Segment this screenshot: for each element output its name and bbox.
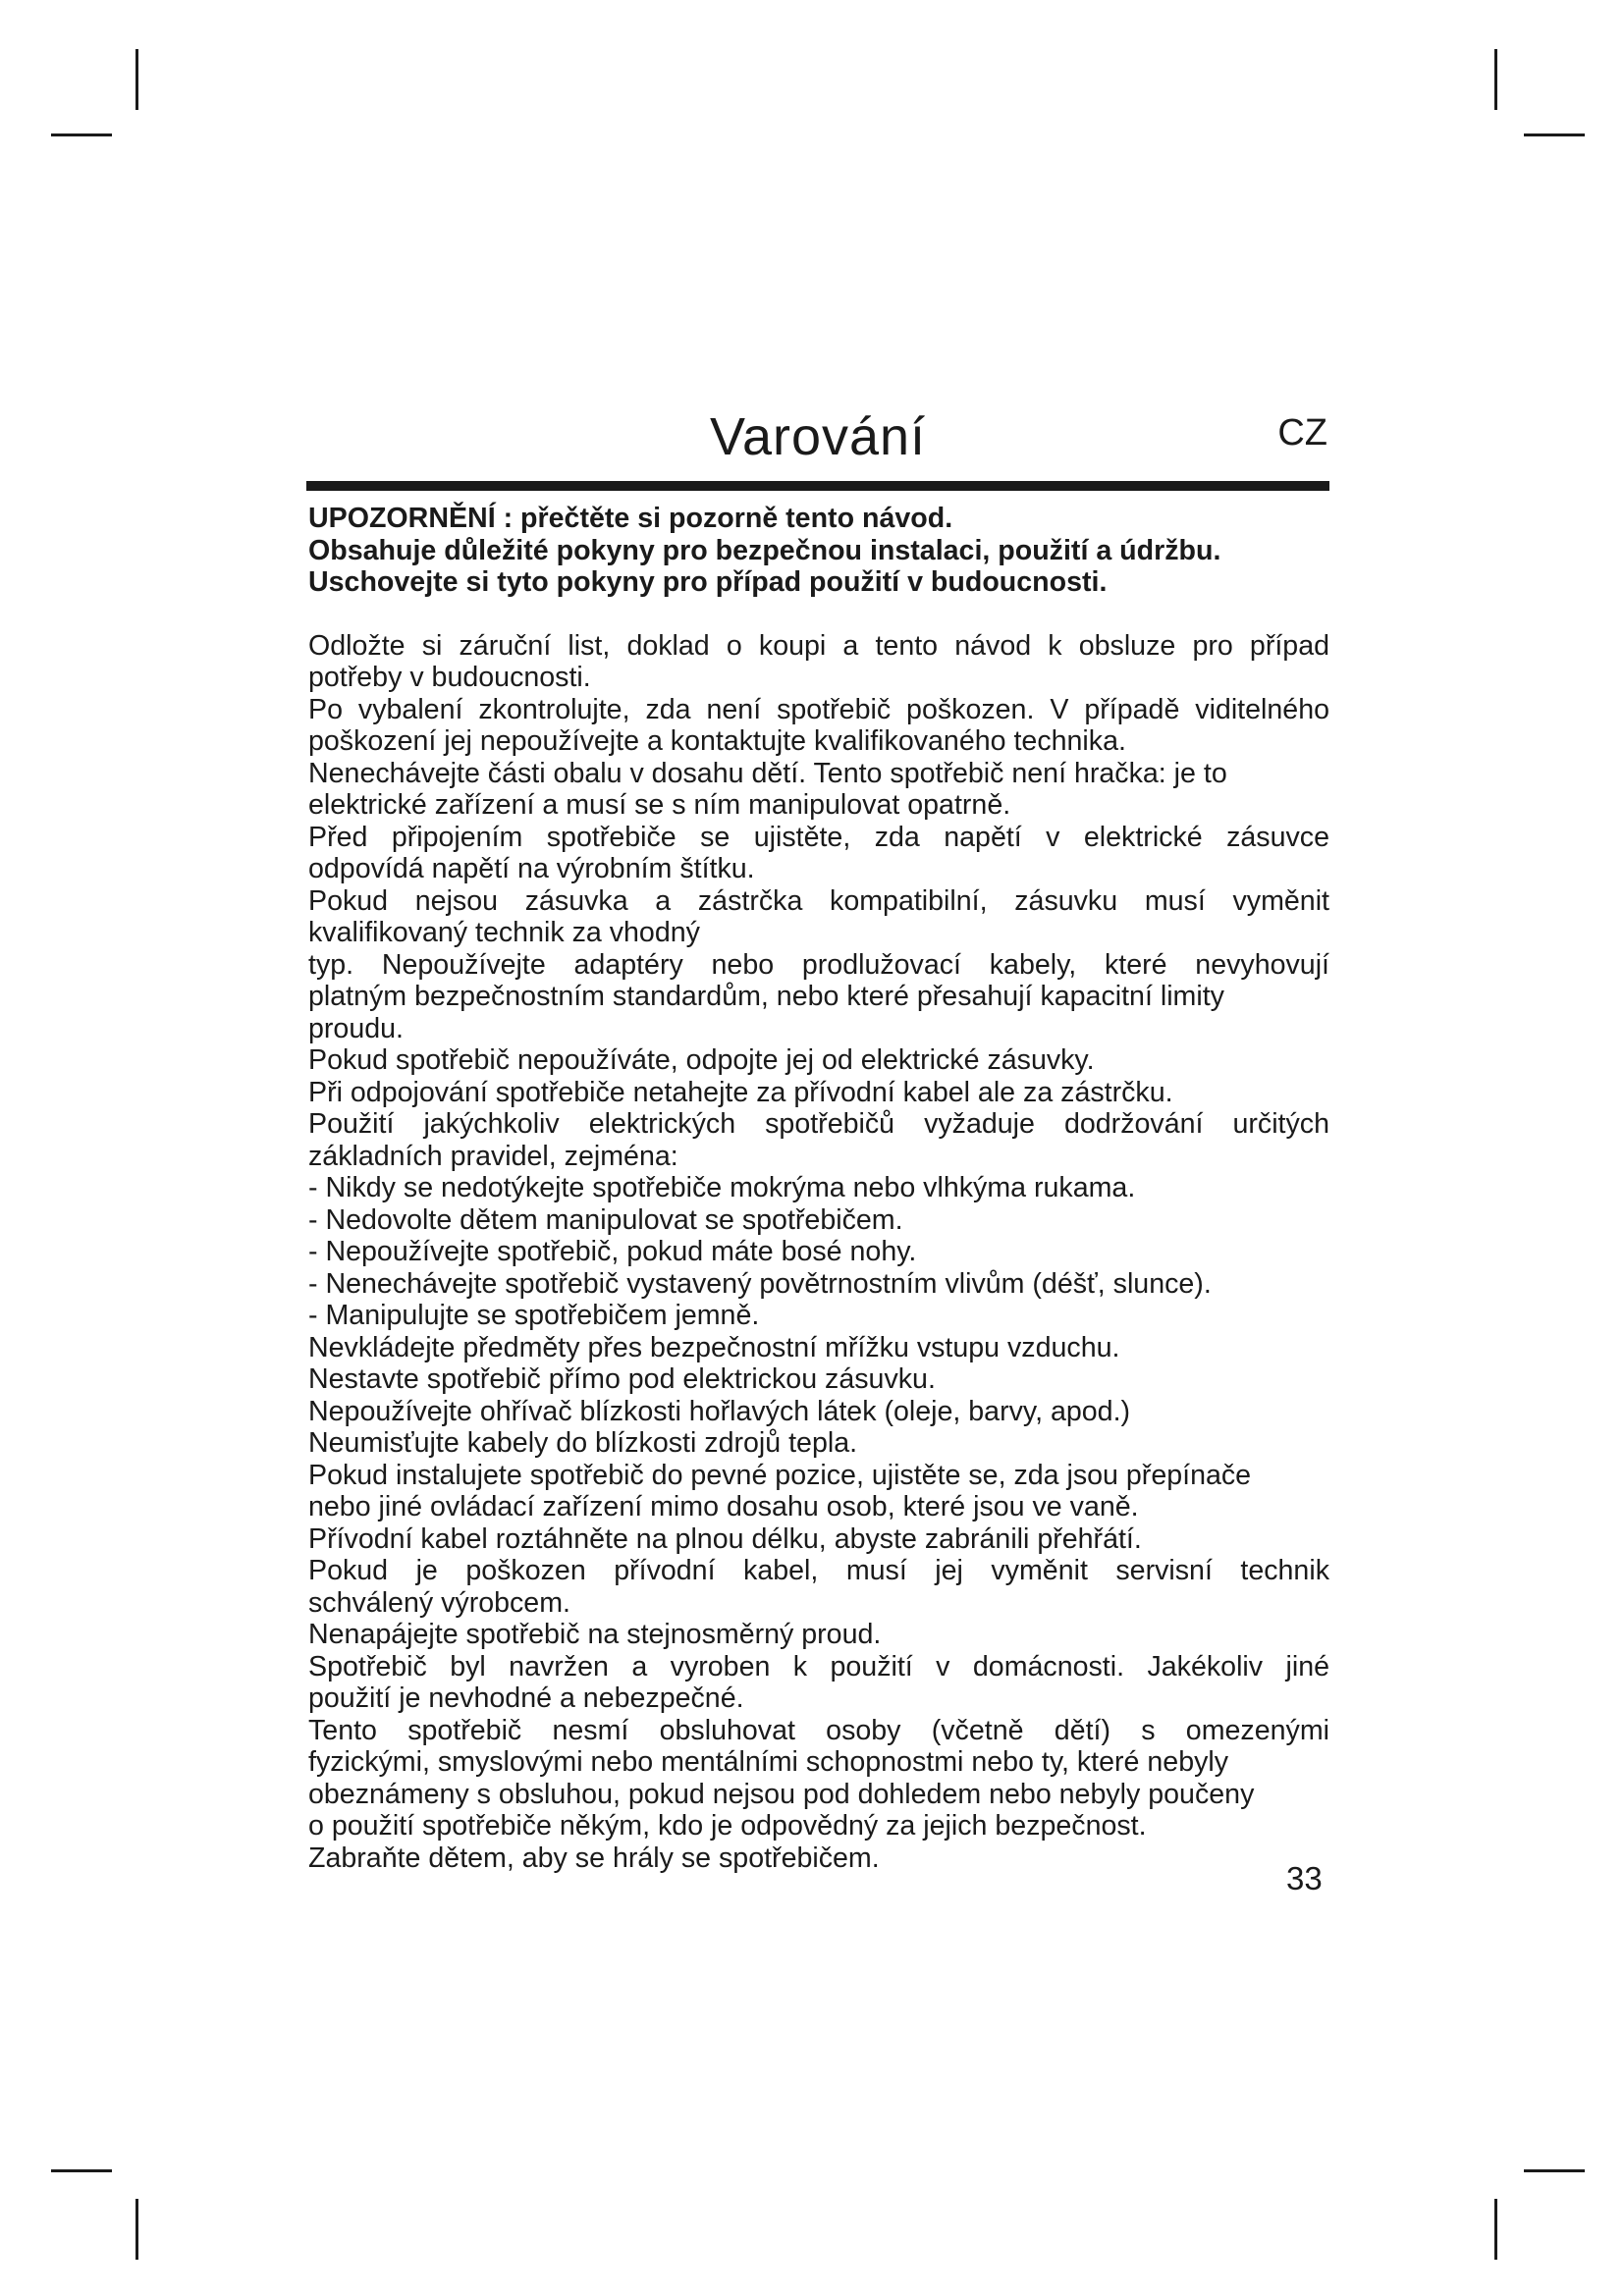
body-line: Před připojením spotřebiče se ujistěte, zda napětí v elektrické zásuvce xyxy=(308,821,1329,853)
body-line: elektrické zařízení a musí se s ním manipulovat opatrně. xyxy=(308,789,1011,821)
body-line: Spotřebič byl navržen a vyroben k použití v domácnosti. Jakékoliv jiné xyxy=(308,1650,1329,1682)
body-line: Zabraňte dětem, aby se hrály se spotřebičem. xyxy=(308,1842,880,1874)
body-line: Při odpojování spotřebiče netahejte za přívodní kabel ale za zástrčku. xyxy=(308,1076,1173,1108)
warning-line: Obsahuje důležité pokyny pro bezpečnou instalaci, použití a údržbu. xyxy=(308,534,1221,566)
body-line: Pokud nejsou zásuvka a zástrčka kompatibilní, zásuvku musí vyměnit xyxy=(308,884,1329,917)
body-line: platným bezpečnostním standardům, nebo které přesahují kapacitní limity xyxy=(308,981,1224,1012)
body-line: Pokud instalujete spotřebič do pevné pozice, ujistěte se, zda jsou přepínače xyxy=(308,1459,1252,1491)
crop-mark-top-left-vertical xyxy=(135,49,138,110)
list-item: - Nenechávejte spotřebič vystavený povětrnostním vlivům (déšť, slunce). xyxy=(308,1267,1212,1300)
document-body xyxy=(308,503,1329,1874)
body-line: o použití spotřebiče někým, kdo je odpovědný za jejich bezpečnost. xyxy=(308,1810,1147,1842)
body-line: Nepoužívejte ohřívač blízkosti hořlavých látek (oleje, barvy, apod.) xyxy=(308,1395,1131,1427)
language-code: CZ xyxy=(1277,412,1327,454)
page-header xyxy=(306,402,1329,481)
list-item: - Nikdy se nedotýkejte spotřebiče mokrýma nebo vlhkýma rukama. xyxy=(308,1172,1136,1203)
page-title: Varování xyxy=(709,407,927,466)
list-item: - Nepoužívejte spotřebič, pokud máte bosé nohy. xyxy=(308,1236,917,1267)
body-line: Pokud spotřebič nepoužíváte, odpojte jej od elektrické zásuvky. xyxy=(308,1044,1095,1076)
crop-mark-top-left-horizontal xyxy=(51,133,112,136)
body-line: Nevkládejte předměty přes bezpečnostní mřížku vstupu vzduchu. xyxy=(308,1331,1120,1363)
body-line: Pokud je poškozen přívodní kabel, musí jej vyměnit servisní technik xyxy=(308,1555,1329,1586)
body-line: poškození jej nepoužívejte a kontaktujte kvalifikovaného technika. xyxy=(308,725,1126,757)
body-line: nebo jiné ovládací zařízení mimo dosahu osob, které jsou ve vaně. xyxy=(308,1491,1139,1522)
body-line: schválený výrobcem. xyxy=(308,1586,570,1619)
body-line: základních pravidel, zejména: xyxy=(308,1140,678,1172)
page-number: 33 xyxy=(1286,1860,1323,1896)
body-line: Nestavte spotřebič přímo pod elektrickou zásuvku. xyxy=(308,1363,936,1395)
body-line: Odložte si záruční list, doklad o koupi a tento návod k obsluze pro případ xyxy=(308,629,1329,662)
warning-line: UPOZORNĚNÍ : přečtěte si pozorně tento návod. xyxy=(308,503,953,534)
body-line: kvalifikovaný technik za vhodný xyxy=(308,917,700,948)
body-line: obeznámeny s obsluhou, pokud nejsou pod dohledem nebo nebyly poučeny xyxy=(308,1778,1255,1810)
crop-mark-bottom-left-horizontal xyxy=(51,2169,112,2172)
body-line: fyzickými, smyslovými nebo mentálními schopnostmi nebo ty, které nebyly xyxy=(308,1746,1229,1778)
body-line: proudu. xyxy=(308,1012,404,1044)
body-line: potřeby v budoucnosti. xyxy=(308,662,591,693)
body-line: Neumisťujte kabely do blízkosti zdrojů tepla. xyxy=(308,1427,858,1459)
title-rule xyxy=(306,481,1329,491)
crop-mark-bottom-right-vertical xyxy=(1494,2199,1497,2260)
body-line: odpovídá napětí na výrobním štítku. xyxy=(308,853,755,884)
body-line: Nenechávejte části obalu v dosahu dětí. Tento spotřebič není hračka: je to xyxy=(308,757,1227,789)
warning-block xyxy=(308,503,1329,599)
body-line: typ. Nepoužívejte adaptéry nebo prodlužovací kabely, které nevyhovují xyxy=(308,948,1329,981)
body-line: Použití jakýchkoliv elektrických spotřebičů vyžaduje dodržování určitých xyxy=(308,1108,1329,1140)
body-line: Tento spotřebič nesmí obsluhovat osoby (včetně dětí) s omezenými xyxy=(308,1714,1329,1746)
crop-mark-top-right-horizontal xyxy=(1524,133,1585,136)
body-line: Po vybalení zkontrolujte, zda není spotřebič poškozen. V případě viditelného xyxy=(308,693,1329,725)
crop-mark-top-right-vertical xyxy=(1494,49,1497,110)
list-item: - Nedovolte dětem manipulovat se spotřebičem. xyxy=(308,1203,903,1236)
list-item: - Manipulujte se spotřebičem jemně. xyxy=(308,1300,760,1331)
body-line: Přívodní kabel roztáhněte na plnou délku, abyste zabránili přehřátí. xyxy=(308,1522,1142,1555)
body-line: použití je nevhodné a nebezpečné. xyxy=(308,1682,744,1714)
crop-mark-bottom-right-horizontal xyxy=(1524,2169,1585,2172)
warning-line: Uschovejte si tyto pokyny pro případ použití v budoucnosti. xyxy=(308,566,1108,598)
body-line: Nenapájejte spotřebič na stejnosměrný proud. xyxy=(308,1619,882,1650)
crop-mark-bottom-left-vertical xyxy=(135,2199,138,2260)
